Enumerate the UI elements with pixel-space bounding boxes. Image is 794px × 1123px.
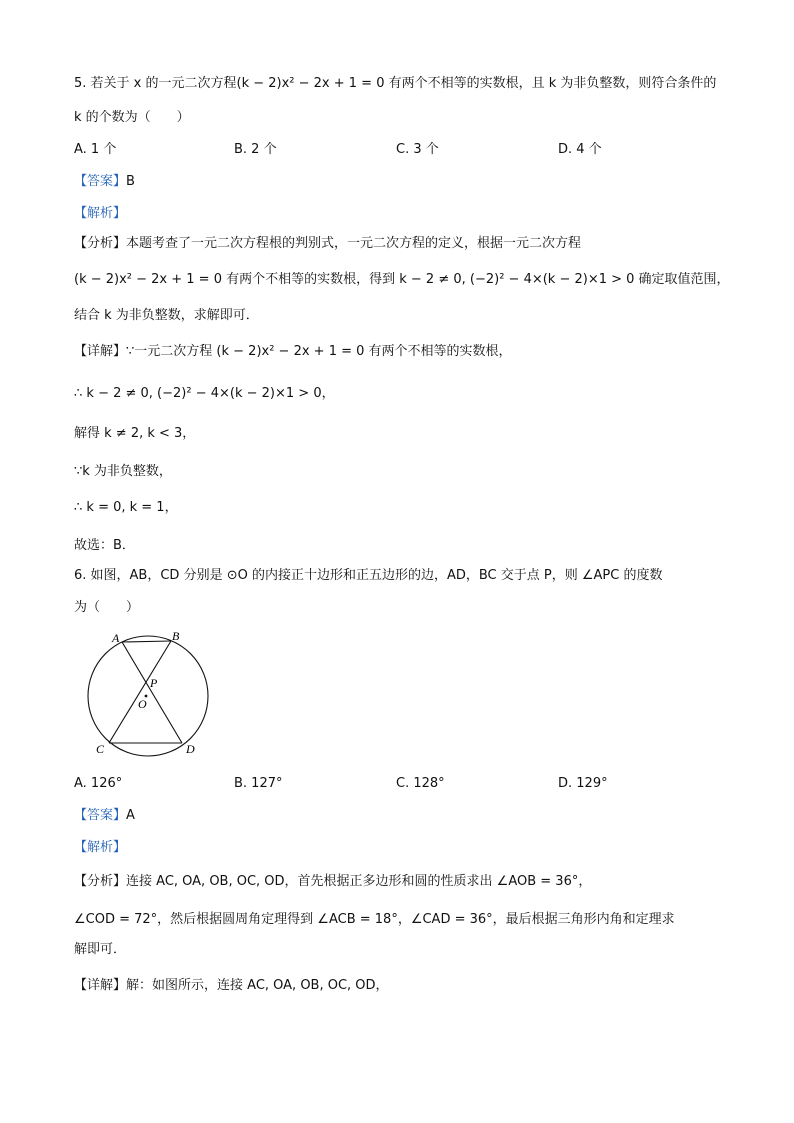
q6-xiangjie-line1: [74, 976, 389, 996]
q5-xiangjie-line1: [74, 342, 512, 362]
label-o: O: [138, 697, 147, 711]
q6-analysis-tag: [74, 838, 126, 858]
q5-stem-line2: k 的个数为（ ）: [74, 110, 190, 125]
q6-stem-line2: 为（ ）: [74, 600, 140, 615]
q5-option-d: D. 4 个: [558, 142, 602, 157]
q5-fenxi-line2: (k − 2)x² − 2x + 1 = 0 有两个不相等的实数根，得到 k − 2 ≠ 0, (−2)² − 4×(k − 2)×1 > 0 确定取值范围，: [74, 272, 730, 287]
circle-o: [88, 636, 208, 756]
q6-option-a: A. 126°: [74, 776, 123, 791]
q5-xiangjie-text1: ∵一元二次方程 (k − 2)x² − 2x + 1 = 0 有两个不相等的实数根，: [126, 344, 512, 359]
q6-answer-line: [74, 806, 135, 826]
segment-ab: [122, 641, 171, 642]
q5-fenxi-line3: 结合 k 为非负整数，求解即可．: [74, 308, 259, 323]
q5-option-c: C. 3 个: [396, 142, 439, 157]
label-a: A: [112, 631, 120, 645]
q5-option-b: B. 2 个: [234, 142, 277, 157]
q6-circle-figure: [80, 628, 220, 758]
q5-answer-tag: 【答案】: [74, 174, 127, 189]
q5-xiangjie-tag: 【详解】: [74, 344, 127, 359]
q6-xiangjie-tag: 【详解】: [74, 978, 127, 993]
q5-analysis-tag: [74, 204, 126, 224]
q6-analysis-label: 【解析】: [74, 840, 127, 855]
label-b: B: [172, 629, 180, 643]
q5-answer: B: [126, 174, 135, 189]
q6-fenxi-tag: 【分析】: [74, 874, 127, 889]
label-d: D: [186, 742, 195, 756]
label-c: C: [96, 742, 105, 756]
q5-answer-line: [74, 172, 135, 192]
q5-fenxi-text1: 本题考查了一元二次方程根的判别式，一元二次方程的定义，根据一元二次方程: [126, 236, 582, 251]
q6-geometry-diagram: [80, 628, 220, 758]
q5-step2: 解得 k ≠ 2, k < 3，: [74, 426, 196, 441]
segment-bc: [109, 641, 171, 743]
q5-step1: ∴ k − 2 ≠ 0, (−2)² − 4×(k − 2)×1 > 0，: [74, 386, 335, 401]
q6-fenxi-line1: [74, 872, 591, 892]
q5-fenxi-line1: [74, 234, 581, 254]
q5-step3: ∵k 为非负整数，: [74, 464, 172, 479]
q5-step4: ∴ k = 0, k = 1，: [74, 500, 178, 515]
q6-answer-tag: 【答案】: [74, 808, 127, 823]
q5-fenxi-tag: 【分析】: [74, 236, 127, 251]
q6-fenxi-line3: 解即可．: [74, 942, 127, 957]
q5-step5: 故选：B．: [74, 538, 135, 553]
q6-option-b: B. 127°: [234, 776, 283, 791]
q5-option-a: A. 1 个: [74, 142, 117, 157]
q6-fenxi-text1: 连接 AC, OA, OB, OC, OD，首先根据正多边形和圆的性质求出 ∠AOB = 36°，: [126, 874, 592, 889]
q6-option-c: C. 128°: [396, 776, 445, 791]
q6-xiangjie-text1: 解：如图所示，连接 AC, OA, OB, OC, OD，: [126, 978, 389, 993]
q6-fenxi-line2: ∠COD = 72°，然后根据圆周角定理得到 ∠ACB = 18°，∠CAD = 36°，最后根据三角形内角和定理求: [74, 912, 675, 927]
label-p: P: [150, 676, 158, 690]
q6-option-d: D. 129°: [558, 776, 608, 791]
q6-answer: A: [126, 808, 135, 823]
q5-analysis-label: 【解析】: [74, 206, 127, 221]
segment-ad: [122, 642, 182, 743]
q6-stem-line1: 6. 如图，AB，CD 分别是 ⊙O 的内接正十边形和正五边形的边，AD，BC 交于点 P，则 ∠APC 的度数: [74, 568, 663, 583]
q5-stem-line1: 5. 若关于 x 的一元二次方程(k − 2)x² − 2x + 1 = 0 有两个不相等的实数根，且 k 为非负整数，则符合条件的: [74, 76, 717, 91]
